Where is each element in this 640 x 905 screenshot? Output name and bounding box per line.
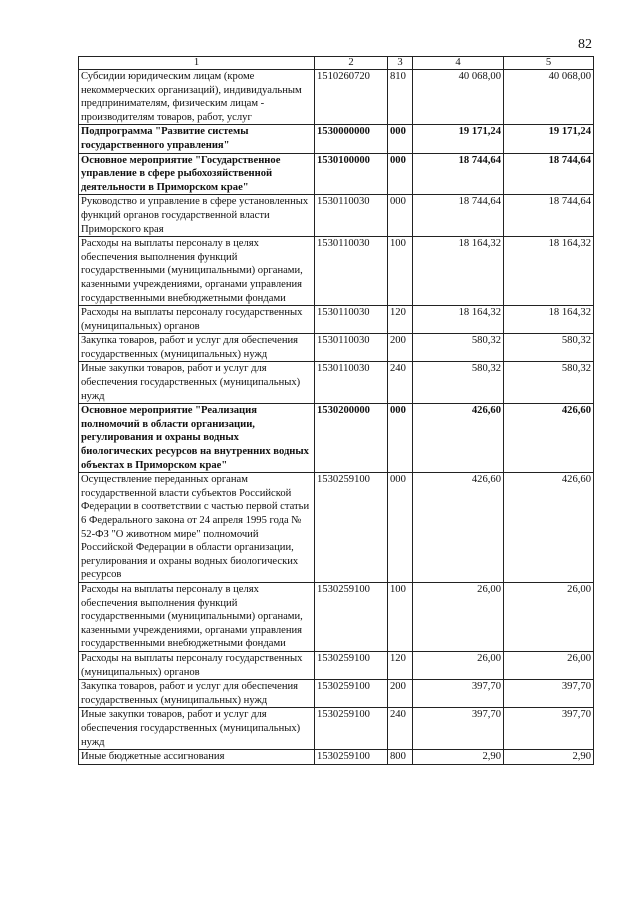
item-code: 1530259100 xyxy=(315,750,388,765)
amount-column-4: 397,70 xyxy=(413,708,504,750)
column-header-1: 1 xyxy=(79,57,315,70)
item-code: 1530259100 xyxy=(315,708,388,750)
item-name: Руководство и управление в сфере установленных функций органов государственной власти Приморского края xyxy=(79,195,315,237)
amount-column-5: 18 744,64 xyxy=(504,153,594,195)
amount-column-4: 18 164,32 xyxy=(413,237,504,306)
item-code: 1530110030 xyxy=(315,334,388,362)
expense-type-code: 000 xyxy=(388,153,413,195)
item-name: Иные бюджетные ассигнования xyxy=(79,750,315,765)
table-row xyxy=(79,651,594,679)
expense-type-code: 120 xyxy=(388,306,413,334)
table-header-row xyxy=(79,57,594,70)
item-name: Закупка товаров, работ и услуг для обеспечения государственных (муниципальных) нужд xyxy=(79,680,315,708)
table-row xyxy=(79,195,594,237)
amount-column-4: 580,32 xyxy=(413,362,504,404)
item-code: 1530100000 xyxy=(315,153,388,195)
amount-column-5: 40 068,00 xyxy=(504,70,594,125)
item-name: Осуществление переданных органам государственной власти субъектов Российской Федерации в соответствии с частью первой статьи 6 Федерального закона от 24 апреля 1995 года № 52-ФЗ "О животном мире" полномочий Российской Федерации в области организации, регулирования и охраны водных биологических ресурсов xyxy=(79,473,315,583)
amount-column-5: 580,32 xyxy=(504,334,594,362)
table-row xyxy=(79,306,594,334)
expense-type-code: 100 xyxy=(388,237,413,306)
amount-column-4: 19 171,24 xyxy=(413,125,504,153)
item-name: Расходы на выплаты персоналу в целях обеспечения выполнения функций государственными (муниципальными) органами, казенными учреждениями, органами управления государственными внебюджетными фондами xyxy=(79,582,315,651)
amount-column-5: 26,00 xyxy=(504,651,594,679)
amount-column-4: 18 164,32 xyxy=(413,306,504,334)
item-code: 1530110030 xyxy=(315,362,388,404)
item-code: 1530259100 xyxy=(315,473,388,583)
column-header-3: 3 xyxy=(388,57,413,70)
item-code: 1530259100 xyxy=(315,680,388,708)
item-code: 1530259100 xyxy=(315,582,388,651)
amount-column-5: 426,60 xyxy=(504,473,594,583)
table-row xyxy=(79,708,594,750)
expense-type-code: 800 xyxy=(388,750,413,765)
amount-column-5: 19 171,24 xyxy=(504,125,594,153)
item-code: 1530110030 xyxy=(315,195,388,237)
amount-column-5: 397,70 xyxy=(504,708,594,750)
table-row xyxy=(79,404,594,473)
expense-type-code: 200 xyxy=(388,680,413,708)
item-code: 1530000000 xyxy=(315,125,388,153)
item-code: 1530200000 xyxy=(315,404,388,473)
table-row xyxy=(79,125,594,153)
amount-column-5: 18 164,32 xyxy=(504,237,594,306)
amount-column-5: 397,70 xyxy=(504,680,594,708)
amount-column-5: 18 744,64 xyxy=(504,195,594,237)
table-body xyxy=(79,70,594,765)
item-code: 1530110030 xyxy=(315,306,388,334)
item-name: Закупка товаров, работ и услуг для обеспечения государственных (муниципальных) нужд xyxy=(79,334,315,362)
expense-type-code: 000 xyxy=(388,125,413,153)
amount-column-4: 26,00 xyxy=(413,651,504,679)
expense-type-code: 000 xyxy=(388,195,413,237)
amount-column-5: 18 164,32 xyxy=(504,306,594,334)
item-name: Подпрограмма "Развитие системы государственного управления" xyxy=(79,125,315,153)
amount-column-5: 2,90 xyxy=(504,750,594,765)
column-header-4: 4 xyxy=(413,57,504,70)
item-code: 1510260720 xyxy=(315,70,388,125)
amount-column-4: 18 744,64 xyxy=(413,153,504,195)
budget-table xyxy=(78,56,594,765)
expense-type-code: 240 xyxy=(388,362,413,404)
expense-type-code: 100 xyxy=(388,582,413,651)
item-name: Основное мероприятие "Реализация полномочий в области организации, регулирования и охраны водных биологических ресурсов на внутренних водных объектах в Приморском крае" xyxy=(79,404,315,473)
expense-type-code: 240 xyxy=(388,708,413,750)
item-name: Основное мероприятие "Государственное управление в сфере рыбохозяйственной деятельности в Приморском крае" xyxy=(79,153,315,195)
expense-type-code: 000 xyxy=(388,404,413,473)
amount-column-4: 40 068,00 xyxy=(413,70,504,125)
item-name: Расходы на выплаты персоналу государственных (муниципальных) органов xyxy=(79,651,315,679)
table-row xyxy=(79,473,594,583)
amount-column-4: 397,70 xyxy=(413,680,504,708)
column-header-5: 5 xyxy=(504,57,594,70)
amount-column-4: 26,00 xyxy=(413,582,504,651)
item-name: Расходы на выплаты персоналу государственных (муниципальных) органов xyxy=(79,306,315,334)
item-name: Субсидии юридическим лицам (кроме некоммерческих организаций), индивидуальным предпринимателям, физическим лицам - производителям товаров, работ, услуг xyxy=(79,70,315,125)
item-code: 1530259100 xyxy=(315,651,388,679)
expense-type-code: 000 xyxy=(388,473,413,583)
amount-column-5: 426,60 xyxy=(504,404,594,473)
amount-column-4: 18 744,64 xyxy=(413,195,504,237)
amount-column-5: 26,00 xyxy=(504,582,594,651)
item-name: Иные закупки товаров, работ и услуг для обеспечения государственных (муниципальных) нужд xyxy=(79,362,315,404)
expense-type-code: 200 xyxy=(388,334,413,362)
table-row xyxy=(79,334,594,362)
page-number: 82 xyxy=(578,37,592,52)
table-row xyxy=(79,153,594,195)
amount-column-5: 580,32 xyxy=(504,362,594,404)
amount-column-4: 426,60 xyxy=(413,473,504,583)
item-name: Расходы на выплаты персоналу в целях обеспечения выполнения функций государственными (муниципальными) органами, казенными учреждениями, органами управления государственными внебюджетными фондами xyxy=(79,237,315,306)
table-row xyxy=(79,750,594,765)
table-row xyxy=(79,237,594,306)
expense-type-code: 120 xyxy=(388,651,413,679)
expense-type-code: 810 xyxy=(388,70,413,125)
amount-column-4: 426,60 xyxy=(413,404,504,473)
amount-column-4: 2,90 xyxy=(413,750,504,765)
table-row xyxy=(79,680,594,708)
item-name: Иные закупки товаров, работ и услуг для обеспечения государственных (муниципальных) нужд xyxy=(79,708,315,750)
item-code: 1530110030 xyxy=(315,237,388,306)
column-header-2: 2 xyxy=(315,57,388,70)
amount-column-4: 580,32 xyxy=(413,334,504,362)
table-row xyxy=(79,362,594,404)
table-row xyxy=(79,582,594,651)
table-row xyxy=(79,70,594,125)
